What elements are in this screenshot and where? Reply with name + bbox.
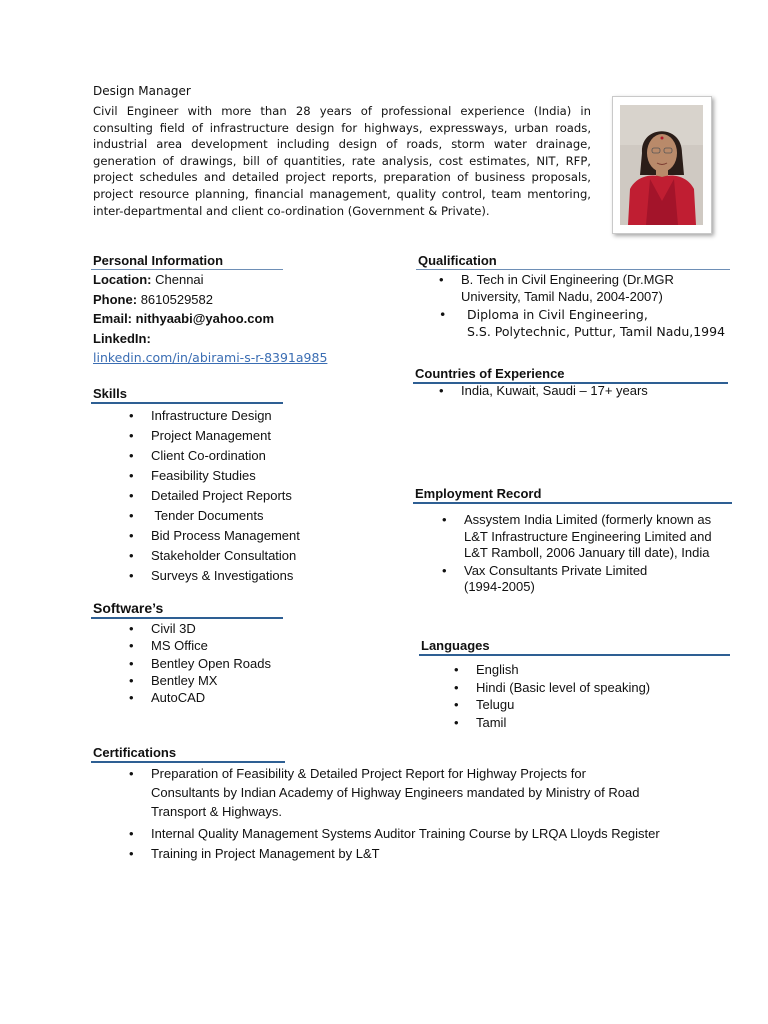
bullet-icon: • (129, 468, 134, 483)
list-item: • Preparation of Feasibility & Detailed Project Report for Highway Projects for Consultants by Indian Academy of Highway Engineers mandated by Ministry of Road Transport & Highways. (129, 766, 640, 819)
bullet-icon: • (442, 562, 447, 578)
list-item: • Client Co-ordination (151, 446, 371, 466)
employment-list (442, 512, 754, 596)
employment-heading: Employment Record (413, 486, 732, 504)
bullet-icon: • (439, 383, 444, 398)
bullet-icon: • (129, 508, 134, 523)
list-item: • Assystem India Limited (formerly known as L&T Infrastructure Engineering Limited and L&T Ramboll, 2006 January till date), India (442, 512, 712, 560)
list-item: • MS Office (129, 638, 208, 654)
software-list (129, 620, 371, 706)
list-item: • AutoCAD (129, 690, 206, 706)
bullet-icon: • (442, 512, 447, 527)
languages-heading: Languages (419, 638, 730, 656)
phone-label: Phone: (93, 291, 138, 307)
email-line (93, 309, 393, 329)
bullet-icon: • (439, 307, 447, 322)
bullet-icon: • (454, 679, 459, 695)
portrait-image (620, 105, 703, 225)
bullet-icon: • (129, 638, 134, 654)
bullet-icon: • (129, 826, 134, 841)
list-item: • Bentley Open Roads (129, 655, 271, 671)
phone-value: 8610529582 (140, 291, 213, 307)
job-title: Design Manager (93, 84, 191, 98)
email-label: Email: (93, 311, 133, 326)
bullet-icon: • (129, 448, 134, 463)
bullet-icon: • (439, 272, 444, 287)
skills-list (129, 406, 371, 586)
profile-summary: Civil Engineer with more than 28 years of professional experience (India) in consulting field of infrastructure design for highways, expressways, urban roads, industrial area development including design of roads, storm water drainage, generation of drawings, bill of quantities, rate analysis, cost estimates, NIT, RFP, project schedules and detailed project reports, preparation of business proposals, project resource planning, financial management, quality control, team mentoring, inter-departmental and client co-ordination (Government & Private). (93, 104, 591, 218)
certifications-heading: Certifications (91, 745, 285, 763)
location-value: Chennai (155, 272, 204, 287)
bullet-icon: • (129, 690, 134, 706)
skills-heading: Skills (91, 386, 283, 404)
bullet-icon: • (129, 672, 134, 688)
countries-heading: Countries of Experience (413, 366, 728, 384)
list-item: • Surveys & Investigations (151, 566, 371, 586)
bullet-icon: • (129, 528, 134, 543)
profile-photo (612, 96, 712, 234)
bullet-icon: • (129, 766, 134, 781)
list-item: • Tender Documents (151, 506, 371, 526)
bullet-icon: • (129, 655, 134, 671)
bullet-icon: • (129, 568, 134, 583)
software-heading: Software’s (91, 600, 283, 619)
list-item: • Bentley MX (129, 672, 218, 688)
bullet-icon: • (454, 697, 459, 712)
bullet-icon: • (129, 621, 134, 636)
linkedin-link[interactable]: linkedin.com/in/abirami-s-r-8391a985 (93, 350, 328, 365)
bullet-icon: • (454, 714, 459, 730)
bullet-icon: • (129, 846, 134, 861)
list-item: • Tamil (454, 714, 507, 730)
bullet-icon: • (129, 548, 134, 563)
list-item: • Hindi (Basic level of speaking) (454, 679, 651, 695)
list-item: • Diploma in Civil Engineering, S.S. Polytechnic, Puttur, Tamil Nadu,1994 (439, 307, 726, 339)
list-item: • Vax Consultants Private Limited (1994-2005) (442, 562, 648, 594)
list-item: • India, Kuwait, Saudi – 17+ years (439, 383, 648, 398)
qualification-list (439, 272, 751, 340)
email-value: nithyaabi@yahoo.com (135, 311, 275, 326)
list-item: • Feasibility Studies (151, 466, 371, 486)
bullet-icon: • (129, 488, 134, 503)
countries-list (439, 383, 751, 399)
list-item: • Stakeholder Consultation (151, 546, 371, 566)
list-item: • English (454, 662, 519, 677)
list-item: • Telugu (454, 697, 515, 712)
languages-list (454, 661, 726, 731)
list-item: • Bid Process Management (151, 526, 371, 546)
list-item: • Civil 3D (129, 621, 196, 636)
location-line (93, 270, 393, 290)
qualification-heading: Qualification (416, 253, 730, 270)
linkedin-label: LinkedIn: (93, 330, 151, 346)
linkedin-line (93, 329, 393, 349)
phone-line (93, 290, 393, 310)
certifications-list (129, 764, 711, 863)
list-item: • Project Management (151, 426, 371, 446)
personal-info-heading: Personal Information (91, 253, 283, 270)
location-label: Location: (93, 272, 152, 287)
list-item: • Training in Project Management by L&T (129, 846, 380, 861)
list-item: • B. Tech in Civil Engineering (Dr.MGR University, Tamil Nadu, 2004-2007) (439, 272, 674, 304)
list-item: • Infrastructure Design (151, 406, 371, 426)
bullet-icon: • (454, 662, 459, 677)
bullet-icon: • (129, 428, 134, 443)
list-item: • Internal Quality Management Systems Auditor Training Course by LRQA Lloyds Register (129, 826, 660, 841)
bullet-icon: • (129, 408, 134, 423)
list-item: • Detailed Project Reports (151, 486, 371, 506)
personal-info-block (93, 270, 393, 368)
